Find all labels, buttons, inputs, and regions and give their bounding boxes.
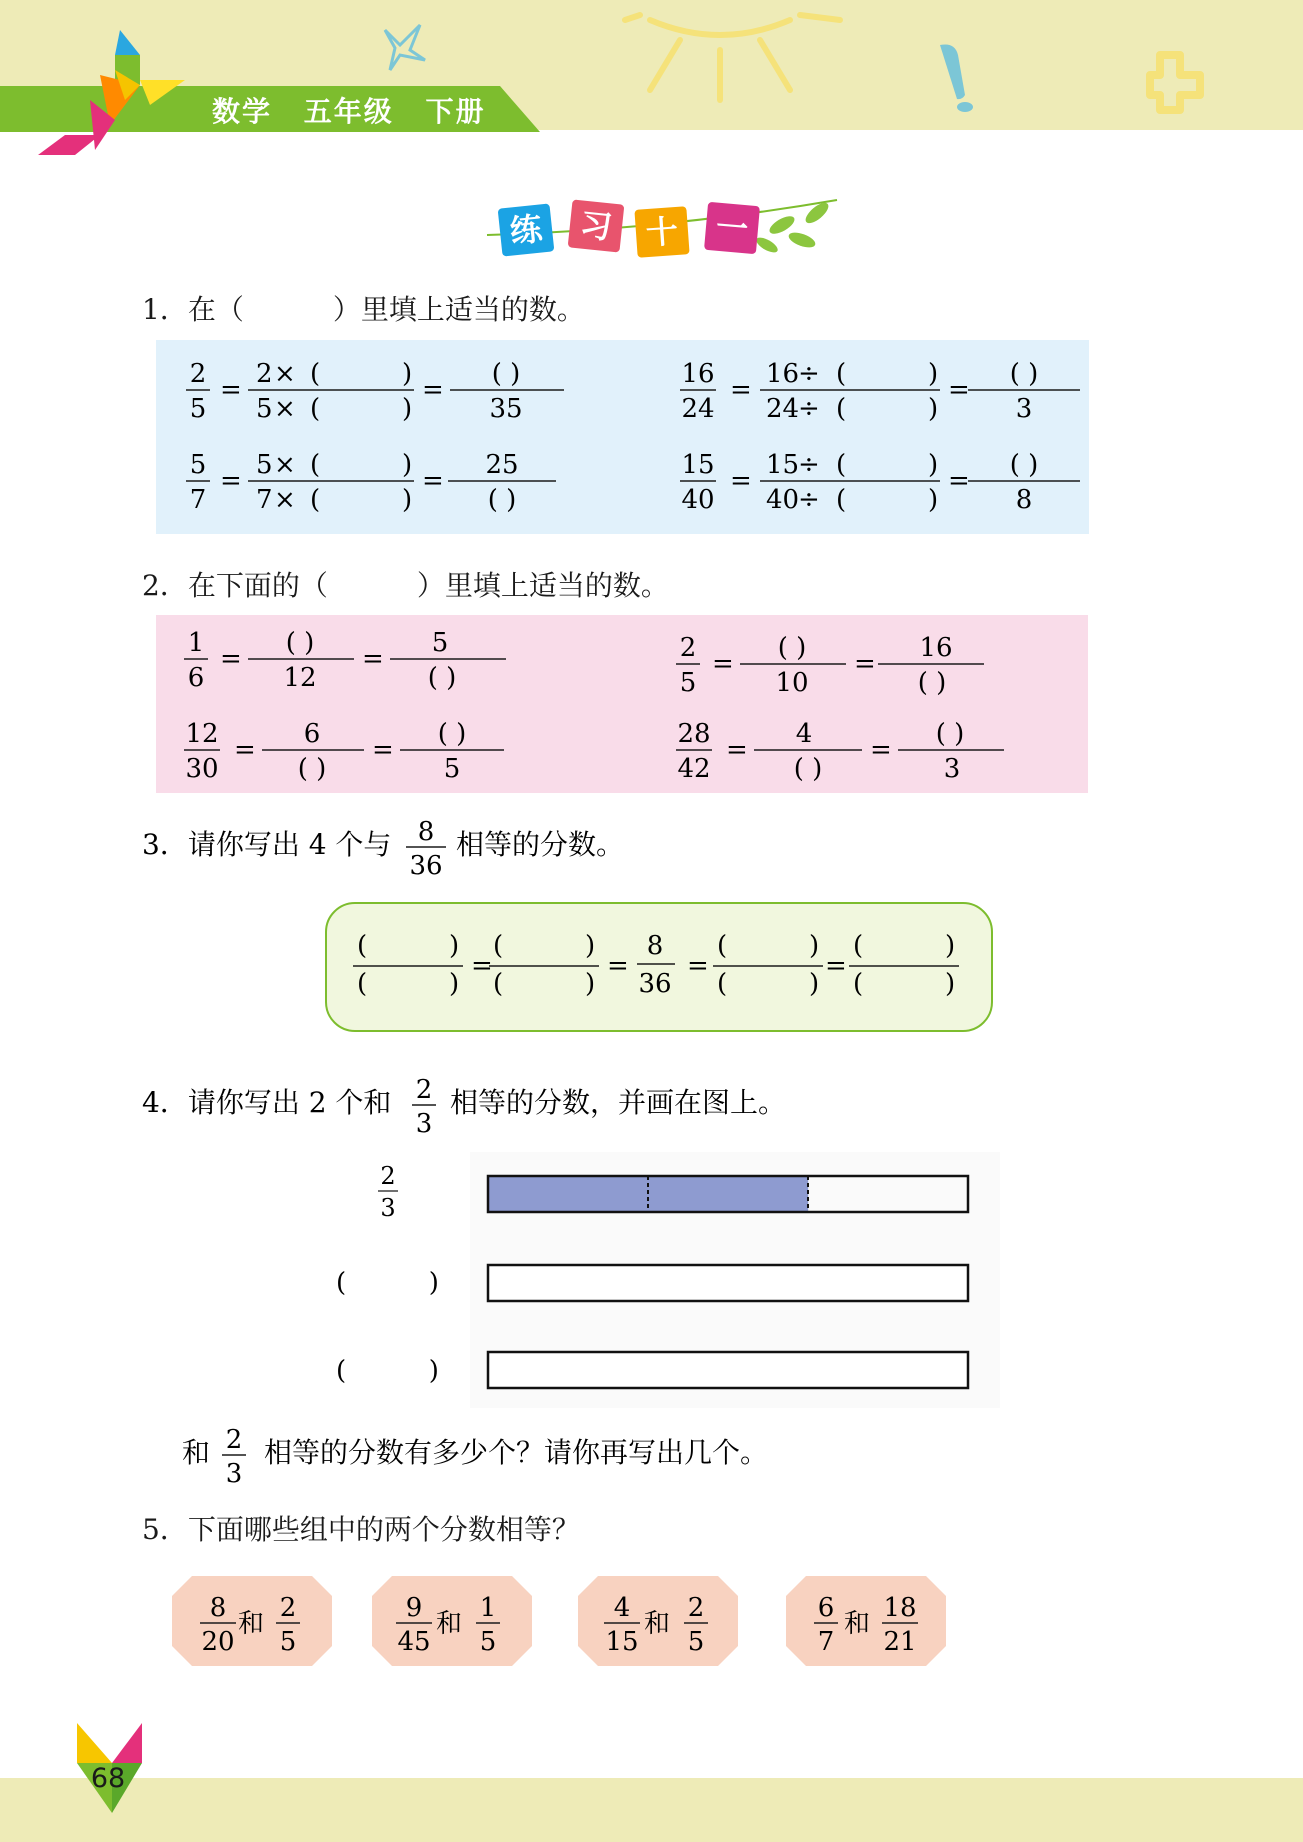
pair-fractions: [786, 1576, 946, 1666]
connector: 和: [436, 1609, 463, 1639]
fraction-denominator: 7: [189, 485, 207, 515]
svg-text:(: (: [836, 359, 847, 389]
connector: 和: [238, 1609, 265, 1639]
fraction-denominator: 36: [638, 969, 672, 999]
svg-text:=: =: [726, 735, 748, 765]
fraction-denominator: 7: [817, 1627, 835, 1657]
blank-fraction[interactable]: [713, 931, 823, 999]
exclamation-icon: [940, 44, 973, 112]
numerator-factor: 16: [766, 359, 800, 389]
svg-text:): ): [809, 931, 820, 961]
svg-text:=: =: [730, 375, 752, 405]
svg-text:=: =: [730, 466, 752, 496]
answer-blank[interactable]: ( ): [793, 754, 823, 784]
svg-text:=: =: [362, 644, 384, 674]
q4-followup-after: 相等的分数有多少个？请你再写出几个。: [264, 1436, 769, 1469]
fraction-denominator: 40: [681, 485, 715, 515]
svg-text:(: (: [310, 450, 321, 480]
fraction-numerator: 4: [613, 1593, 631, 1623]
svg-text:=: =: [422, 375, 444, 405]
svg-text:=: =: [422, 466, 444, 496]
fraction-numerator: 8: [646, 931, 664, 961]
svg-text:): ): [585, 931, 596, 961]
fraction-numerator: 12: [185, 719, 219, 749]
operator: ×: [274, 359, 296, 389]
svg-text:(: (: [853, 931, 864, 961]
denominator-factor: 7: [256, 485, 273, 515]
svg-text:(: (: [310, 485, 321, 515]
title-char-1: 练: [498, 203, 555, 256]
footer-band: [0, 1778, 1303, 1842]
header-subject: 数学: [212, 95, 273, 128]
fraction-bar-blank-2[interactable]: [488, 1352, 968, 1388]
fraction-numerator: 2: [279, 1593, 297, 1623]
svg-text:): ): [449, 931, 460, 961]
fraction-denominator: 8: [1015, 485, 1033, 515]
numerator-factor: 5: [256, 450, 273, 480]
fraction-denominator: 3: [380, 1194, 396, 1222]
fraction-denominator: 3: [225, 1459, 243, 1486]
q4-prompt: [140, 1070, 840, 1136]
q2-equations: [156, 615, 1088, 793]
svg-text:=: =: [854, 649, 876, 679]
answer-blank[interactable]: ( ): [1009, 450, 1039, 480]
svg-text:=: =: [825, 951, 847, 981]
fraction-denominator: 3: [943, 754, 961, 784]
q4-prompt-before: 4．请你写出 2 个和: [142, 1086, 392, 1119]
fraction-denominator: 5: [479, 1627, 497, 1657]
q4-followup-before: 和: [182, 1436, 211, 1469]
operator: ÷: [798, 450, 820, 480]
answer-blank[interactable]: ( ): [336, 1356, 439, 1386]
answer-blank[interactable]: ( ): [437, 719, 467, 749]
svg-text:=: =: [870, 735, 892, 765]
fraction-numerator: 1: [479, 1593, 497, 1623]
operator: ×: [274, 450, 296, 480]
header-volume: 下册: [425, 95, 486, 128]
numerator-factor: 15: [766, 450, 800, 480]
answer-blank[interactable]: ( ): [491, 359, 521, 389]
fraction-denominator: 3: [1015, 394, 1033, 424]
q2-row-4: [676, 719, 1004, 784]
svg-text:(: (: [836, 394, 847, 424]
q1-prompt: 1．在（ ）里填上适当的数。: [142, 293, 585, 326]
q3-prompt: [140, 812, 700, 878]
fraction-numerator: 4: [795, 719, 813, 749]
fraction-denominator: 24: [681, 394, 715, 424]
operator: ÷: [798, 394, 820, 424]
svg-text:): ): [402, 485, 413, 515]
fraction-denominator: 12: [283, 663, 317, 693]
fraction-denominator: 36: [409, 851, 443, 878]
q1-row-3: [186, 450, 556, 515]
denominator-factor: 24: [766, 394, 800, 424]
fraction-numerator: 6: [817, 1593, 835, 1623]
fraction-numerator: 16: [681, 359, 715, 389]
fraction-denominator: 6: [187, 663, 205, 693]
fraction-numerator: 2: [679, 633, 697, 663]
fraction-numerator: 2: [687, 1593, 705, 1623]
fraction-denominator: 5: [679, 668, 697, 698]
svg-text:=: =: [220, 644, 242, 674]
fraction-denominator: 20: [201, 1627, 235, 1657]
svg-text:=: =: [712, 649, 734, 679]
fraction-numerator: 2: [415, 1075, 433, 1105]
q1-row-2: [680, 359, 1080, 424]
svg-text:(: (: [717, 931, 728, 961]
q2-row-2: [676, 633, 984, 698]
blank-fraction[interactable]: [849, 931, 959, 999]
fraction-numerator: 6: [303, 719, 321, 749]
svg-text:=: =: [220, 466, 242, 496]
star-doodle-icon: [385, 25, 425, 70]
svg-text:=: =: [948, 375, 970, 405]
svg-text:=: =: [687, 951, 709, 981]
answer-blank[interactable]: ( ): [285, 628, 315, 658]
q5-prompt: 5．下面哪些组中的两个分数相等？: [142, 1513, 580, 1546]
fraction-numerator: 5: [431, 628, 449, 658]
q3-prompt-before: 3．请你写出 4 个与: [142, 828, 392, 861]
page-number: 68: [90, 1763, 126, 1794]
q2-row-1: [184, 628, 506, 693]
svg-text:=: =: [471, 951, 493, 981]
denominator-factor: 5: [256, 394, 273, 424]
svg-text:): ): [809, 969, 820, 999]
fraction-denominator: 45: [397, 1627, 431, 1657]
operator: ÷: [798, 359, 820, 389]
fraction-denominator: 5: [189, 394, 207, 424]
connector: 和: [644, 1609, 671, 1639]
title-char-3: 十: [634, 206, 689, 258]
answer-blank[interactable]: ( ): [487, 485, 517, 515]
svg-text:): ): [449, 969, 460, 999]
fraction-denominator: 5: [443, 754, 461, 784]
fraction-denominator: 35: [489, 394, 523, 424]
svg-text:): ): [945, 969, 956, 999]
fraction-numerator: 18: [883, 1593, 917, 1623]
fraction-numerator: 25: [485, 450, 519, 480]
fraction-denominator: 5: [687, 1627, 705, 1657]
svg-text:=: =: [948, 466, 970, 496]
fraction-denominator: 10: [775, 668, 809, 698]
numerator-factor: 2: [256, 359, 273, 389]
fraction-denominator: 3: [415, 1109, 433, 1136]
fraction-numerator: 9: [405, 1593, 423, 1623]
fraction-numerator: 15: [681, 450, 715, 480]
svg-text:): ): [928, 394, 939, 424]
fraction-numerator: 2: [225, 1425, 243, 1455]
header-title: [212, 90, 486, 130]
fraction-denominator: 21: [883, 1627, 917, 1657]
q3-prompt-after: 相等的分数。: [456, 828, 625, 861]
svg-text:(: (: [717, 969, 728, 999]
q2-prompt: 2．在下面的（ ）里填上适当的数。: [142, 569, 669, 602]
fraction-numerator: 2: [189, 359, 207, 389]
fraction-numerator: 28: [677, 719, 711, 749]
svg-text:(: (: [853, 969, 864, 999]
denominator-factor: 40: [766, 485, 800, 515]
title-char-4: 一: [704, 202, 760, 254]
fraction-numerator: 8: [417, 817, 435, 847]
svg-text:): ): [402, 359, 413, 389]
svg-text:(: (: [836, 450, 847, 480]
fraction-denominator: 42: [677, 754, 711, 784]
operator: ÷: [798, 485, 820, 515]
pair-fractions: [172, 1576, 332, 1666]
title-char-2: 习: [568, 199, 625, 252]
plus-doodle-icon: [1150, 55, 1200, 110]
svg-text:(: (: [357, 969, 368, 999]
answer-blank[interactable]: ( ): [777, 633, 807, 663]
pair-fractions: [372, 1576, 532, 1666]
answer-blank[interactable]: ( ): [336, 1268, 439, 1298]
svg-text:=: =: [607, 951, 629, 981]
fraction-numerator: 16: [919, 633, 953, 663]
svg-text:): ): [585, 969, 596, 999]
answer-blank[interactable]: ( ): [917, 668, 947, 698]
svg-text:(: (: [357, 931, 368, 961]
svg-text:): ): [928, 485, 939, 515]
svg-text:(: (: [493, 931, 504, 961]
fraction-denominator: 30: [185, 754, 219, 784]
fraction-numerator: 2: [380, 1162, 396, 1190]
svg-text:(: (: [493, 969, 504, 999]
svg-text:=: =: [372, 735, 394, 765]
svg-text:): ): [928, 359, 939, 389]
svg-text:(: (: [310, 394, 321, 424]
q1-row-1: [186, 359, 564, 424]
svg-text:): ): [402, 394, 413, 424]
operator: ×: [274, 485, 296, 515]
q2-row-3: [184, 719, 504, 784]
q1-equations: [156, 340, 1089, 534]
operator: ×: [274, 394, 296, 424]
answer-blank[interactable]: ( ): [1009, 359, 1039, 389]
q1-row-4: [680, 450, 1080, 515]
q4-prompt-after: 相等的分数，并画在图上。: [450, 1086, 787, 1119]
tangram-bird-icon: [30, 25, 190, 165]
fraction-bar-blank-1[interactable]: [488, 1265, 968, 1301]
q3-equations: [325, 902, 989, 1028]
svg-text:): ): [945, 931, 956, 961]
svg-text:=: =: [220, 375, 242, 405]
blank-fraction[interactable]: [353, 931, 463, 999]
answer-blank[interactable]: ( ): [297, 754, 327, 784]
answer-blank[interactable]: ( ): [935, 719, 965, 749]
fraction-numerator: 1: [187, 628, 205, 658]
answer-blank[interactable]: ( ): [427, 663, 457, 693]
blank-fraction[interactable]: [489, 931, 599, 999]
q4-followup: [180, 1420, 820, 1486]
header-grade: 五年级: [303, 95, 394, 128]
fraction-numerator: 8: [209, 1593, 227, 1623]
svg-text:=: =: [234, 735, 256, 765]
svg-text:(: (: [836, 485, 847, 515]
sun-icon: [625, 15, 840, 100]
fraction-numerator: 5: [189, 450, 207, 480]
fraction-denominator: 15: [605, 1627, 639, 1657]
svg-text:(: (: [310, 359, 321, 389]
fraction-denominator: 5: [279, 1627, 297, 1657]
svg-text:): ): [402, 450, 413, 480]
connector: 和: [844, 1609, 871, 1639]
q4-bar-diagram: [320, 1150, 1000, 1410]
pair-fractions: [578, 1576, 738, 1666]
svg-text:): ): [928, 450, 939, 480]
